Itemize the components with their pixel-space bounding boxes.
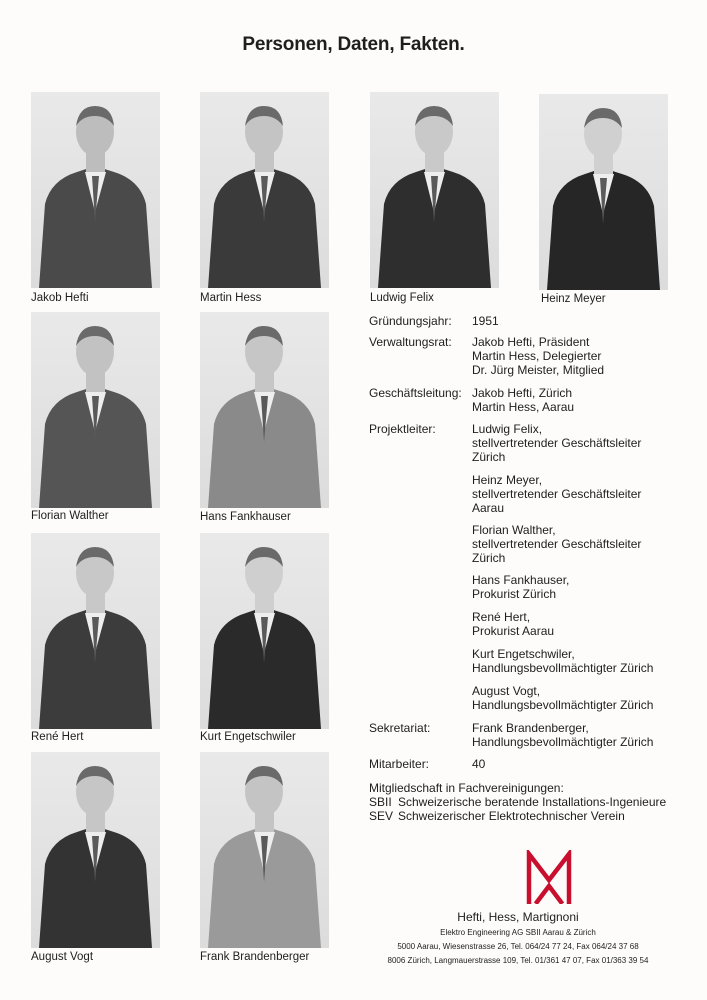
label-gruendungsjahr: Gründungsjahr:: [369, 314, 452, 328]
value-mitarbeiter: 40: [472, 757, 486, 771]
label-verwaltungsrat: Verwaltungsrat:: [369, 335, 452, 349]
portrait-photo-heinz-meyer: [539, 94, 668, 290]
projektleiter-line: stellvertretender Geschäftsleiter: [472, 436, 642, 450]
caption-florian-walther: Florian Walther: [31, 510, 109, 522]
caption-hans-fankhauser: Hans Fankhauser: [200, 511, 291, 523]
portrait-silhouette-icon: [31, 92, 160, 288]
projektleiter-line: August Vogt,: [472, 684, 541, 698]
mitgliedschaft-name: Schweizerische beratende Installations-Ingenieure: [398, 795, 667, 809]
projektleiter-line: Heinz Meyer,: [472, 473, 543, 487]
caption-martin-hess: Martin Hess: [200, 292, 262, 304]
portrait-photo-rene-hert: [31, 533, 160, 729]
imprint-line: 5000 Aarau, Wiesenstrasse 26, Tel. 064/24 77 24, Fax 064/24 37 68: [397, 942, 639, 951]
projektleiter-line: Kurt Engetschwiler,: [472, 647, 575, 661]
caption-heinz-meyer: Heinz Meyer: [541, 293, 606, 305]
imprint-line: 8006 Zürich, Langmauerstrasse 109, Tel. 01/361 47 07, Fax 01/363 39 54: [387, 956, 649, 965]
projektleiter-line: Prokurist Aarau: [472, 624, 555, 638]
projektleiter-line: Zürich: [472, 450, 506, 464]
portrait-silhouette-icon: [539, 94, 668, 290]
imprint-firm: Hefti, Hess, Martignoni: [457, 910, 579, 924]
page-title: Personen, Daten, Fakten.: [242, 34, 465, 55]
portrait-photo-hans-fankhauser: [200, 312, 329, 508]
caption-august-vogt: August Vogt: [31, 951, 94, 963]
projektleiter-line: stellvertretender Geschäftsleiter: [472, 537, 642, 551]
caption-frank-brandenberger: Frank Brandenberger: [200, 951, 310, 963]
geschaeftsleitung-line: Jakob Hefti, Zürich: [472, 386, 573, 400]
label-geschaeftsleitung: Geschäftsleitung:: [369, 386, 462, 400]
label-sekretariat: Sekretariat:: [369, 721, 431, 735]
value-gruendungsjahr: 1951: [472, 314, 499, 328]
portrait-photo-ludwig-felix: [370, 92, 499, 288]
portrait-silhouette-icon: [200, 92, 329, 288]
projektleiter-line: Zürich: [472, 551, 506, 565]
portrait-photo-kurt-engetschwiler: [200, 533, 329, 729]
caption-kurt-engetschwiler: Kurt Engetschwiler: [200, 731, 296, 743]
projektleiter-line: Handlungsbevollmächtigter Zürich: [472, 698, 654, 712]
sekretariat-line: Handlungsbevollmächtigter Zürich: [472, 735, 654, 749]
verwaltungsrat-line: Jakob Hefti, Präsident: [472, 335, 590, 349]
portrait-photo-august-vogt: [31, 752, 160, 948]
projektleiter-line: Hans Fankhauser,: [472, 573, 570, 587]
portrait-photo-martin-hess: [200, 92, 329, 288]
portrait-silhouette-icon: [200, 752, 329, 948]
projektleiter-line: Handlungsbevollmächtigter Zürich: [472, 661, 654, 675]
label-projektleiter: Projektleiter:: [369, 422, 436, 436]
projektleiter-line: Prokurist Zürich: [472, 587, 557, 601]
imprint-line: Elektro Engineering AG SBII Aarau & Zürich: [440, 928, 596, 937]
caption-jakob-hefti: Jakob Hefti: [31, 292, 89, 304]
geschaeftsleitung-line: Martin Hess, Aarau: [472, 400, 575, 414]
verwaltungsrat-line: Martin Hess, Delegierter: [472, 349, 602, 363]
mitgliedschaft-abbr: SBII: [369, 795, 392, 809]
portrait-silhouette-icon: [370, 92, 499, 288]
portrait-silhouette-icon: [31, 752, 160, 948]
projektleiter-line: Ludwig Felix,: [472, 422, 543, 436]
projektleiter-line: Florian Walther,: [472, 523, 556, 537]
sekretariat-line: Frank Brandenberger,: [472, 721, 589, 735]
portrait-silhouette-icon: [200, 312, 329, 508]
projektleiter-line: Aarau: [472, 501, 505, 515]
portrait-silhouette-icon: [31, 533, 160, 729]
label-mitarbeiter: Mitarbeiter:: [369, 757, 430, 771]
verwaltungsrat-line: Dr. Jürg Meister, Mitglied: [472, 363, 605, 377]
mitgliedschaft-name: Schweizerischer Elektrotechnischer Verein: [398, 809, 625, 823]
caption-rene-hert: René Hert: [31, 731, 84, 743]
mitgliedschaft-abbr: SEV: [369, 809, 394, 823]
portrait-photo-jakob-hefti: [31, 92, 160, 288]
projektleiter-line: René Hert,: [472, 610, 531, 624]
portrait-silhouette-icon: [31, 312, 160, 508]
caption-ludwig-felix: Ludwig Felix: [370, 292, 434, 304]
projektleiter-line: stellvertretender Geschäftsleiter: [472, 487, 642, 501]
portrait-silhouette-icon: [200, 533, 329, 729]
portrait-photo-frank-brandenberger: [200, 752, 329, 948]
portrait-photo-florian-walther: [31, 312, 160, 508]
mitgliedschaft-heading: Mitgliedschaft in Fachvereinigungen:: [369, 781, 564, 795]
hhm-logo-icon: [523, 850, 575, 904]
